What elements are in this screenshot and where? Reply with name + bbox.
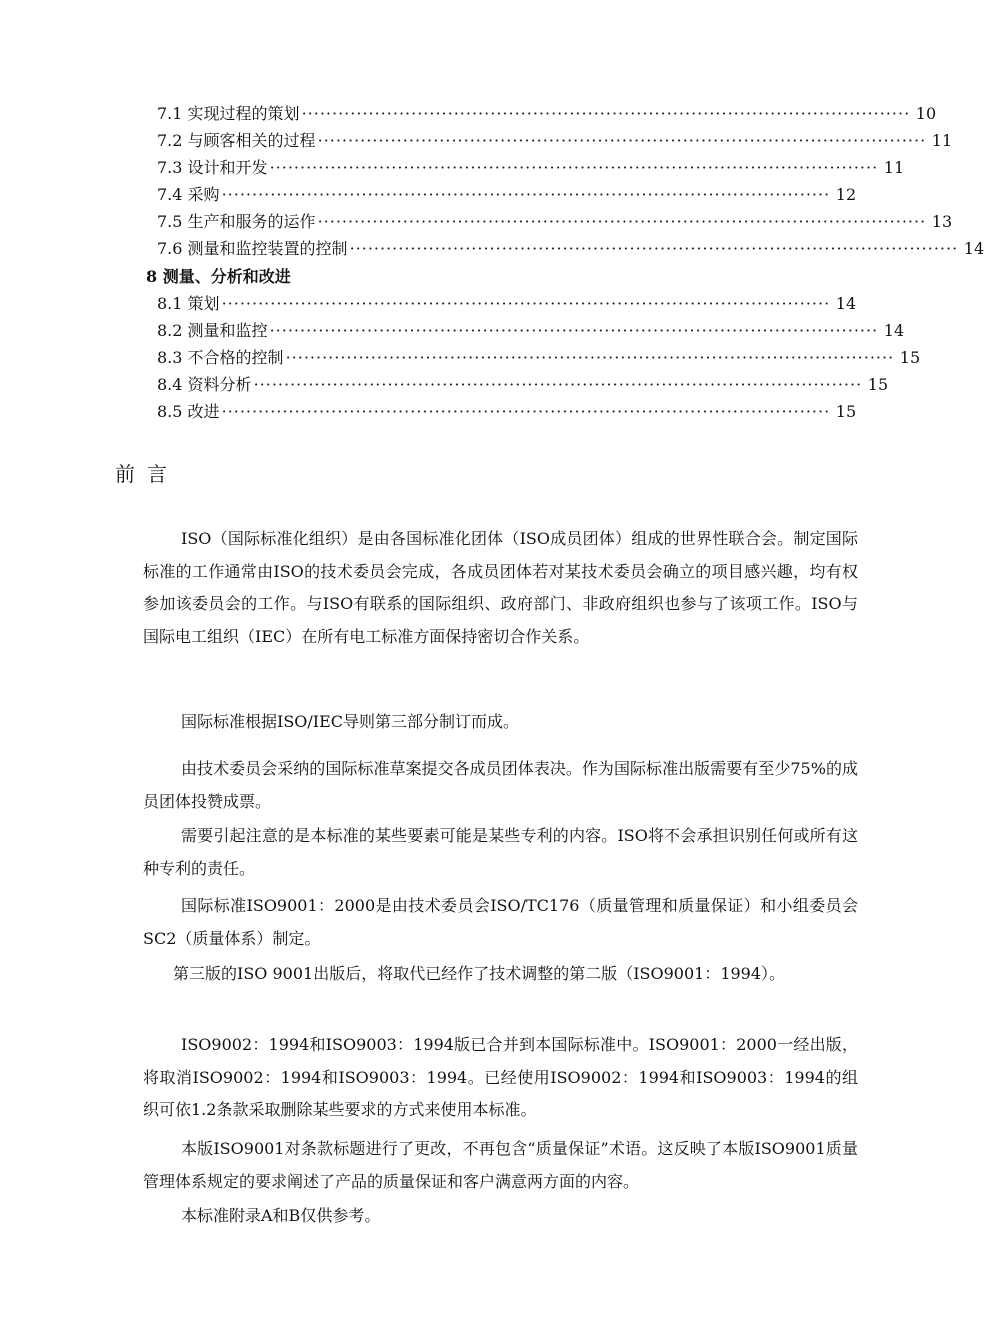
toc-entry[interactable]	[157, 100, 937, 127]
toc-entry[interactable]	[157, 344, 921, 371]
toc-entry-page: 14	[835, 294, 857, 313]
toc-entry-number: 8.2	[157, 321, 183, 340]
toc-entry-page: 15	[835, 402, 857, 421]
toc-entry-title: 测量和监控装置的控制	[187, 239, 348, 258]
toc-entry-title: 采购	[187, 185, 220, 204]
toc-leader-dots: ····································································································	[221, 294, 831, 313]
toc-entry[interactable]	[157, 317, 905, 344]
toc-entry-number: 7.6	[157, 239, 183, 258]
toc-entry[interactable]	[157, 127, 953, 154]
foreword-paragraph: ISO（国际标准化组织）是由各国标准化团体（ISO成员团体）组成的世界性联合会。制定国际标准的工作通常由ISO的技术委员会完成，各成员团体若对某技术委员会确立的项目感兴趣，均有权参加该委员会的工作。与ISO有联系的国际组织、政府部门、非政府组织也参与了该项工作。ISO与国际电工组织（IEC）在所有电工标准方面保持密切合作关系。	[143, 529, 858, 646]
foreword-paragraph: 第三版的ISO 9001出版后，将取代已经作了技术调整的第二版（ISO9001：1994）。	[173, 964, 786, 983]
toc-entry-page: 14	[963, 239, 984, 258]
toc-leader-dots: ····································································································	[269, 158, 879, 177]
toc-entry-title: 资料分析	[187, 375, 252, 394]
toc-entry-title: 设计和开发	[187, 158, 268, 177]
toc-entry-page: 15	[867, 375, 889, 394]
toc-entry-number: 7.3	[157, 158, 183, 177]
foreword-paragraph: 需要引起注意的是本标准的某些要素可能是某些专利的内容。ISO将不会承担识别任何或所有这种专利的责任。	[143, 826, 858, 878]
toc-entry-page: 12	[835, 185, 857, 204]
toc-entry-title: 生产和服务的运作	[187, 212, 316, 231]
toc-entry[interactable]	[157, 235, 984, 262]
foreword-paragraph: 本版ISO9001对条款标题进行了更改，不再包含“质量保证”术语。这反映了本版ISO9001质量管理体系规定的要求阐述了产品的质量保证和客户满意两方面的内容。	[143, 1139, 858, 1191]
toc-entry-page: 14	[883, 321, 905, 340]
toc-entry[interactable]	[157, 181, 857, 208]
toc-entry-number: 8.5	[157, 402, 183, 421]
toc-entry-title: 与顾客相关的过程	[187, 131, 316, 150]
toc-entry-number: 7.1	[157, 104, 183, 123]
toc-entry[interactable]	[157, 398, 857, 425]
toc-entry-number: 7.4	[157, 185, 183, 204]
toc-leader-dots: ····································································································	[221, 402, 831, 421]
toc-entry-title: 改进	[187, 402, 220, 421]
foreword-paragraph: ISO9002：1994和ISO9003：1994版已合并到本国际标准中。ISO9001：2000一经出版，将取消ISO9002：1994和ISO9003：1994。已经使用ISO9002：1994和ISO9003：1994的组织可依1.2条款采取删除某些要求的方式来使用本标准。	[143, 1035, 858, 1119]
toc-entry-number: 8.3	[157, 348, 183, 367]
toc-leader-dots: ····································································································	[349, 239, 959, 258]
toc-entry-page: 10	[915, 104, 937, 123]
toc-entry-number: 8.1	[157, 294, 183, 313]
toc-leader-dots: ····································································································	[269, 321, 879, 340]
toc-entry-title: 不合格的控制	[187, 348, 284, 367]
toc-section-heading[interactable]: 8 测量、分析和改进	[146, 267, 291, 286]
toc-entry-page: 11	[883, 158, 905, 177]
toc-leader-dots: ····································································································	[221, 185, 831, 204]
toc-entry-title: 实现过程的策划	[187, 104, 300, 123]
foreword-paragraph: 国际标准ISO9001：2000是由技术委员会ISO/TC176（质量管理和质量保证）和小组委员会SC2（质量体系）制定。	[143, 896, 858, 948]
toc-leader-dots: ····································································································	[253, 375, 863, 394]
toc-entry-page: 15	[899, 348, 921, 367]
toc-entry-number: 8.4	[157, 375, 183, 394]
toc-entry[interactable]	[157, 371, 889, 398]
toc-entry[interactable]	[157, 290, 857, 317]
toc-entry[interactable]	[157, 208, 953, 235]
toc-entry-title: 测量和监控	[187, 321, 268, 340]
toc-entry[interactable]	[157, 154, 905, 181]
foreword-paragraph: 国际标准根据ISO/IEC导则第三部分制订而成。	[181, 712, 520, 731]
foreword-paragraph: 本标准附录A和B仅供参考。	[181, 1206, 381, 1225]
toc-leader-dots: ····································································································	[317, 212, 927, 231]
toc-entry-page: 11	[931, 131, 953, 150]
toc-entry-title: 策划	[187, 294, 220, 313]
toc-entry-number: 7.5	[157, 212, 183, 231]
foreword-paragraph: 由技术委员会采纳的国际标准草案提交各成员团体表决。作为国际标准出版需要有至少75%的成员团体投赞成票。	[143, 759, 858, 811]
toc-entry-number: 7.2	[157, 131, 183, 150]
toc-leader-dots: ····································································································	[285, 348, 895, 367]
foreword-title: 前言	[115, 462, 179, 486]
toc-leader-dots: ····································································································	[301, 104, 911, 123]
toc-leader-dots: ····································································································	[317, 131, 927, 150]
toc-entry-page: 13	[931, 212, 953, 231]
